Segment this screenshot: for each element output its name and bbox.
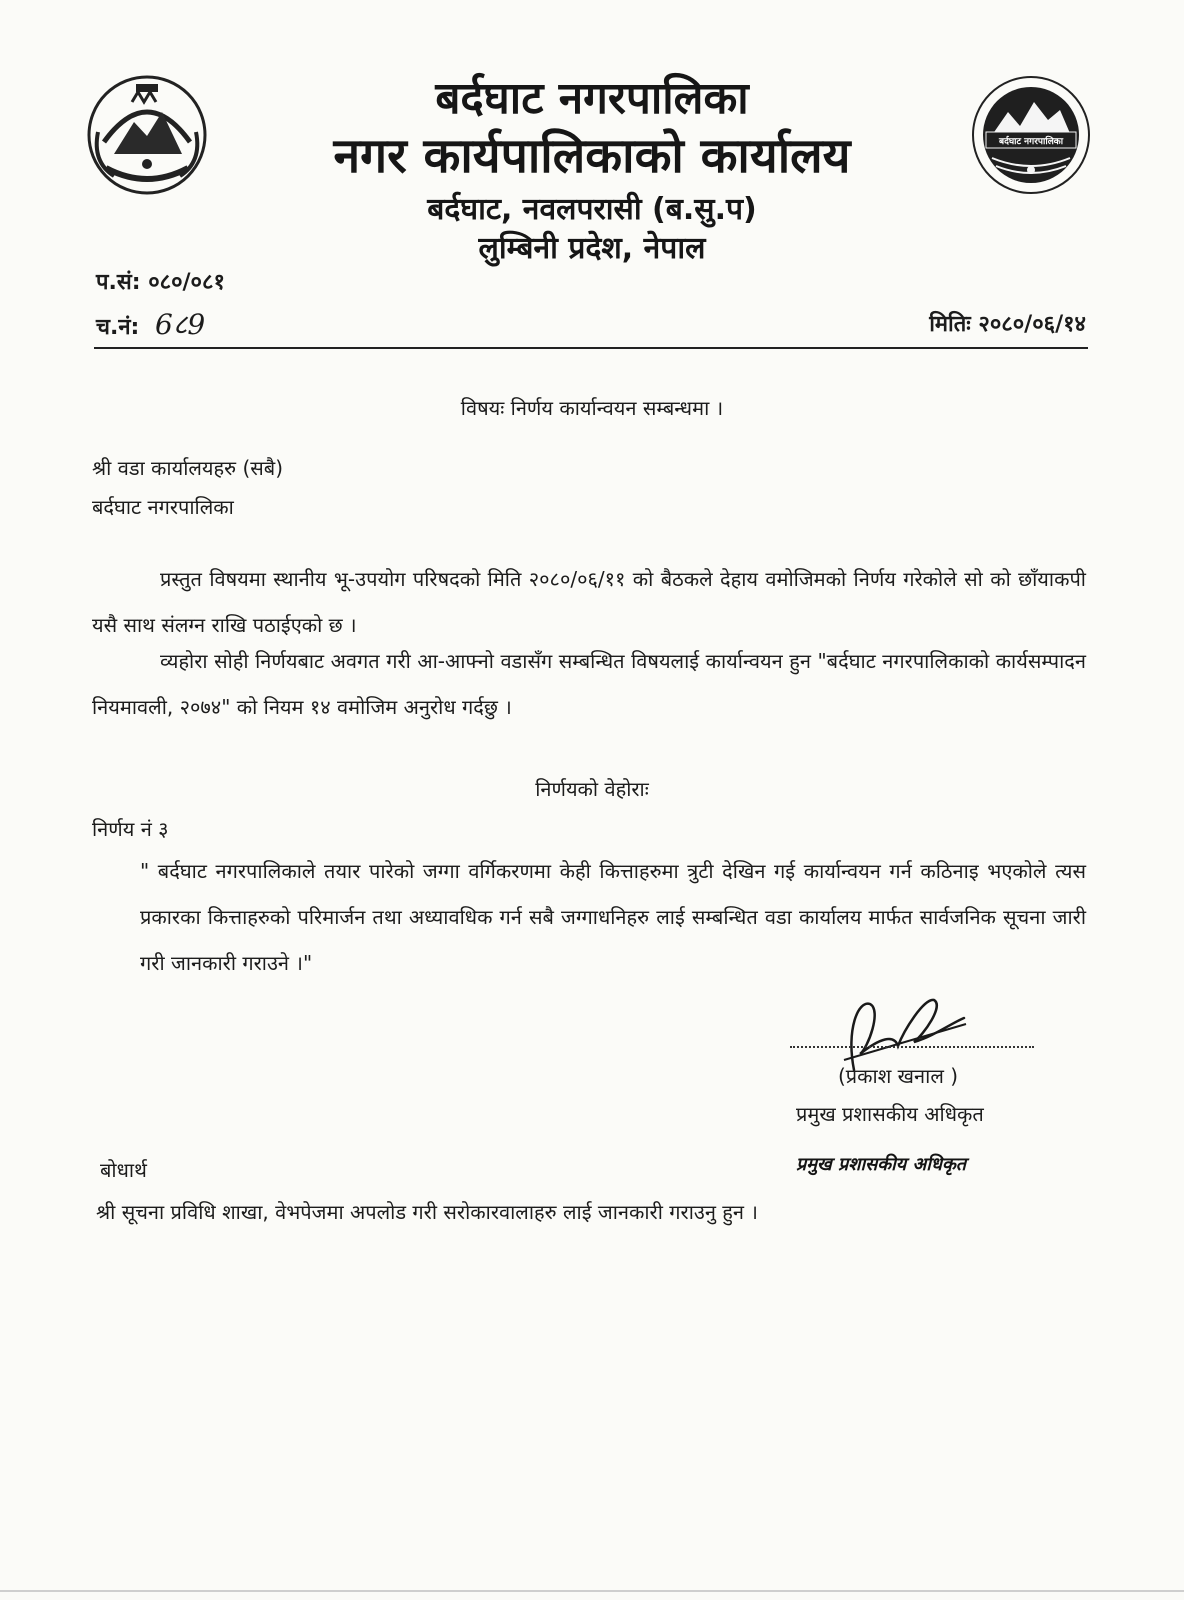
- subject-line: विषयः निर्णय कार्यान्वयन सम्बन्धमा ।: [460, 396, 724, 420]
- office-address: बर्दघाट, नवलपरासी (ब.सु.प): [427, 192, 757, 227]
- body-paragraph-1-text: प्रस्तुत विषयमा स्थानीय भू-उपयोग परिषदको मिति २०८०/०६/११ को बैठकले देहाय वमोजिमको निर्णय गरेकोले सो को छाँयाकपी यसै साथ संलग्न राखि पठाईएको छ ।: [92, 567, 1086, 637]
- date-line: [929, 308, 1086, 338]
- header-divider: [94, 347, 1088, 349]
- signatory-name: (प्रकाश खनाल ): [838, 1064, 959, 1088]
- date-value: २०८०/०६/१४: [978, 312, 1086, 337]
- office-province: लुम्बिनी प्रदेश, नेपाल: [478, 231, 706, 266]
- body-paragraph-2-text: व्यहोरा सोही निर्णयबाट अवगत गरी आ-आफ्नो वडासँग सम्बन्धित विषयलाई कार्यान्वयन हुन "बर्दघाट नगरपालिकाको कार्यसम्पादन नियमावली, २०७४" को नियम १४ वमोजिम अनुरोध गर्दछु ।: [92, 649, 1086, 719]
- signature-line: [790, 1030, 1034, 1048]
- addressee-line-2: बर्दघाट नगरपालिका: [92, 495, 234, 519]
- decision-title: निर्णयको वेहोराः: [535, 777, 649, 801]
- ref-ps-label: प.सं:: [96, 270, 141, 295]
- ref-ps: [96, 266, 225, 296]
- date-label: मितिः: [929, 312, 971, 337]
- signatory-title: प्रमुख प्रशासकीय अधिकृत: [796, 1102, 984, 1126]
- ref-cn-value: 6८9: [155, 308, 206, 341]
- page-edge: [0, 1590, 1184, 1592]
- official-stamp: प्रमुख प्रशासकीय अधिकृत: [796, 1154, 967, 1175]
- org-name: बर्दघाट नगरपालिका: [435, 73, 749, 124]
- body-paragraph-1: [92, 556, 1086, 648]
- ref-cn: [96, 305, 205, 343]
- body-paragraph-2: [92, 638, 1086, 730]
- emblem-right-text: बर्दघाट नगरपालिका: [998, 137, 1064, 147]
- office-name: नगर कार्यपालिकाको कार्यालय: [333, 128, 851, 184]
- decision-number: निर्णय नं ३: [92, 817, 169, 841]
- decision-text: " बर्दघाट नगरपालिकाले तयार पारेको जग्गा वर्गिकरणमा केही कित्ताहरुमा त्रुटी देखिन गई कार्यान्वयन गर्न कठिनाइ भएकोले त्यस प्रकारका कित्ताहरुको परिमार्जन तथा अध्यावधिक गर्न सबै जग्गाधनिहरु लाई सम्बन्धित वडा कार्यालय मार्फत सार्वजनिक सूचना जारी गरी जानकारी गराउने ।": [140, 859, 1086, 975]
- cc-label: बोधार्थ: [100, 1158, 147, 1182]
- cc-text: श्री सूचना प्रविधि शाखा, वेभपेजमा अपलोड गरी सरोकारवालाहरु लाई जानकारी गराउनु हुन ।: [96, 1200, 758, 1224]
- addressee-line-1: श्री वडा कार्यालयहरु (सबै): [92, 456, 284, 480]
- ref-cn-label: च.नं:: [96, 315, 140, 340]
- ref-ps-value: ०८०/०८१: [148, 270, 225, 295]
